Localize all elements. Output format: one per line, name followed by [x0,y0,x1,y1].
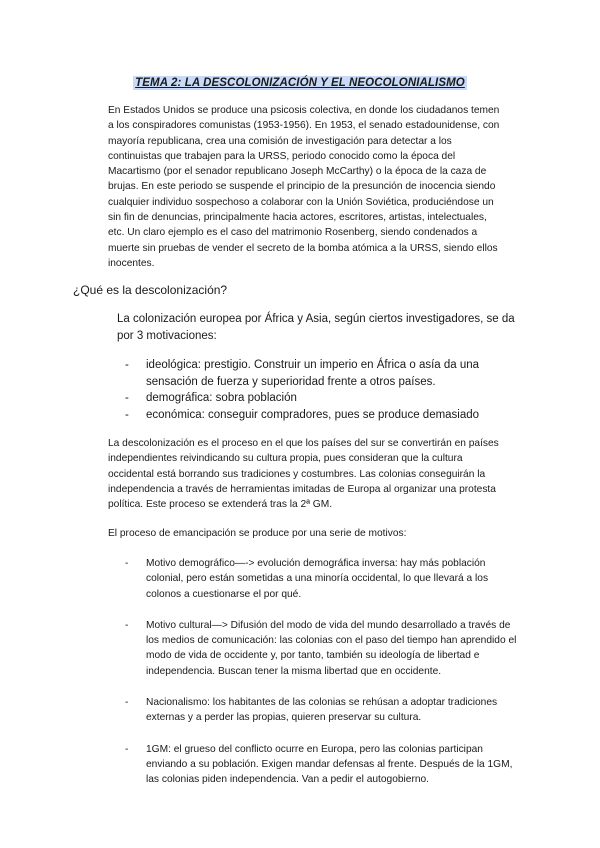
list-item [125,390,526,407]
colonization-paragraph: La colonización europea por África y Asia, según ciertos investigadores, se da por 3 motivaciones: [117,313,515,342]
list-item [125,407,526,424]
list-item [125,618,518,679]
reasons-list [125,556,518,804]
title-block [0,73,600,91]
list-item [125,695,518,726]
intro-paragraph: En Estados Unidos se produce una psicosis colectiva, en donde los ciudadanos temen a los conspiradores comunistas (1953-1956). En 1953, el senado estadounidense, con mayoría republicana, crea una comisión de investigación para detectar a los continuistas que trabajen para la URSS, periodo conocido como la época del Macartismo (por el senador republicano Joseph McCarthy) o la época de la caza de brujas. En este periodo se suspende el principio de la presunción de inocencia siendo cualquier individuo sospechoso a colaborar con la Unión Soviética, produciéndose un sin fin de denuncias, principalmente hacia actores, escritores, artistas, intelectuales, etc. Un claro ejemplo es el caso del matrimonio Rosenberg, siendo condenados a muerte sin pruebas de vender el secreto de la bomba atómica a la URSS, siendo ellos inocentes. [108,105,500,269]
section-question-heading: ¿Qué es la descolonización? [73,283,228,297]
bullet-dash: - [125,619,129,631]
motivations-list [125,357,526,423]
decolonization-paragraph: La descolonización es el proceso en el que los países del sur se convertirán en países independientes reivindicando su cultura propia, pues consideran que la cultura occidental está borrando sus tradiciones y costumbres. Las colonias conseguirán la independencia a través de herramientas imitadas de Europa al organizar una protesta política. Este proceso se extenderá tras la 2ª GM. [108,438,499,511]
page-title: TEMA 2: LA DESCOLONIZACIÓN Y EL NEOCOLONIALISMO [135,77,465,89]
process-paragraph: El proceso de emancipación se produce por una serie de motivos: [108,528,407,539]
list-item-text: demográfica: sobra población [146,392,297,404]
list-item-text: Motivo cultural—> Difusión del modo de vida del mundo desarrollado a través de los medios de comunicación: las colonias con el paso del tiempo han aprendido el modo de vida de occidente y, por tanto, también su ideología de libertad e independencia. Buscan tener la misma libertad que en occidente. [146,619,517,677]
list-item [125,357,526,390]
list-item-text: económica: conseguir compradores, pues se produce demasiado [146,408,480,421]
list-item-text: ideológica: prestigio. Construir un imperio en África o asía da una sensación de fuerza y superioridad frente a otros países. [146,359,480,388]
bullet-dash: - [125,359,129,371]
bullet-dash: - [125,697,129,709]
bullet-dash: - [125,408,129,421]
list-item-text: 1GM: el grueso del conflicto ocurre en Europa, pero las colonias participan enviando a su población. Exigen mandar defensas al frente. Después de la 1GM, las colonias piden independencia. Van a pedir el autogobierno. [146,743,513,786]
list-item-text: Motivo demográfico—-> evolución demográfica inversa: hay más población colonial, pero están sometidas a una minoría occidental, lo que llevará a los colonos a cuestionarse el por qué. [146,558,489,600]
list-item [125,742,518,788]
list-item-text: Nacionalismo: los habitantes de las colonias se rehúsan a adoptar tradiciones externas y a perder las propias, quieren preservar su cultura. [146,697,498,724]
bullet-dash: - [125,743,129,755]
list-item [125,556,518,602]
bullet-dash: - [125,392,129,404]
bullet-dash: - [125,558,129,569]
